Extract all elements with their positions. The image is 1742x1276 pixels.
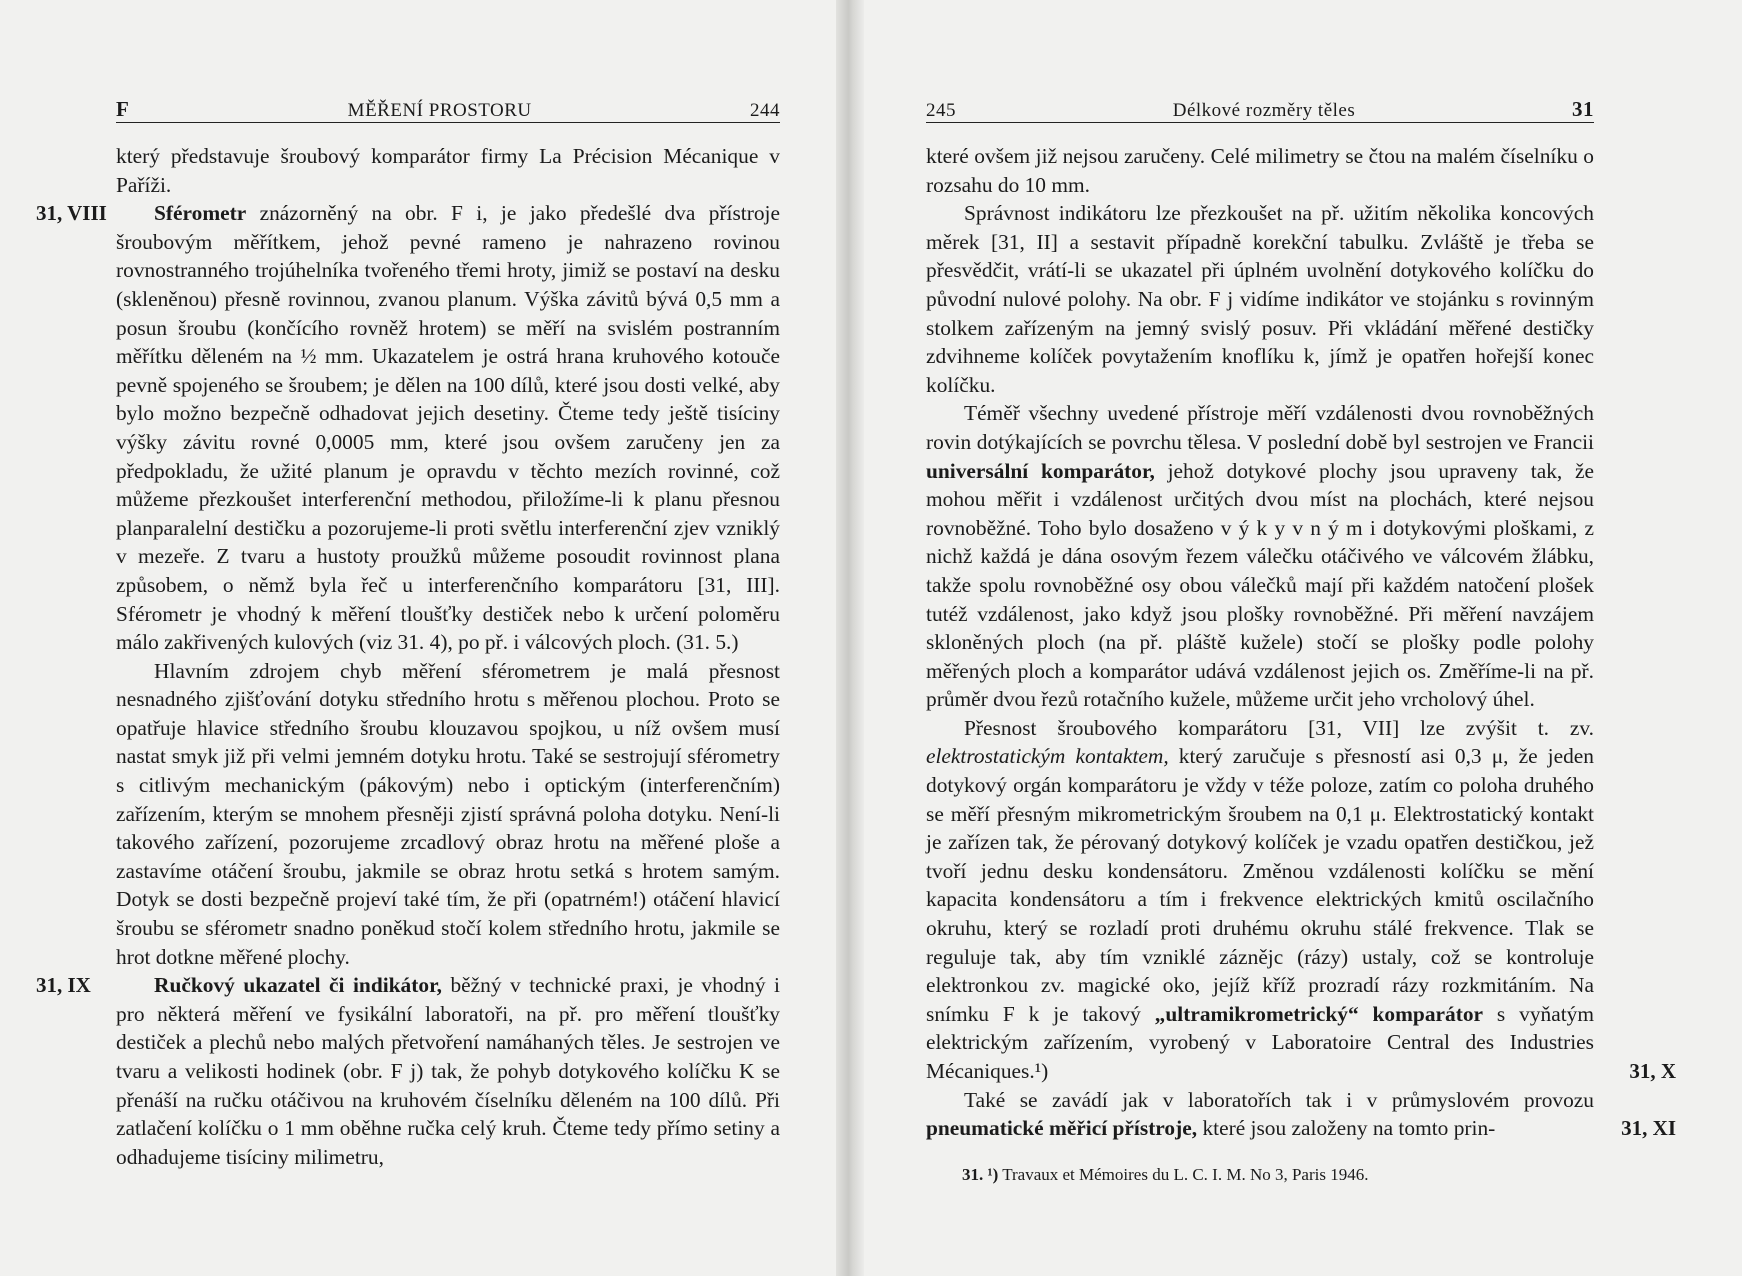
paragraph: Hlavním zdrojem chyb měření sférometrem je malá přesnost nesnadného zjišťování dotyku středního hrotu s měřenou plochou. Proto se opatřuje hlavice středního šroubu klouzavou spojkou, u níž ovšem musí nastat smyk již při velmi jemném dotyku hrotu. Také se sestrojují sférometry s citlivým mechanickým (pákovým) nebo i optickým (interferenčním) zařízením, kterým se mnohem přesněji zjistí správná poloha dotyku. Není-li takového zařízení, pozorujeme zrcadlový obraz hrotu na měřené ploše a zastavíme otáčení šroubu, jakmile se obraz hrotu setká s hrotem samým. Dotyk se dosti bezpečně projeví také tím, že při (opatrném!) otáčení hlavicí šroubu se sférometr snadno poněkud stočí kolem středního hrotu, jakmile se hrot dotkne měřené plochy. [116,658,780,969]
running-title: MĚŘENÍ PROSTORU [347,100,532,121]
left-running-header [116,92,780,123]
paragraph: Správnost indikátoru lze přezkoušet na př. užitím několika koncových měrek [31, II] a sestavit případně korekční tabulku. Zvláště je třeba se přesvědčit, vrátí-li se ukazatel při úplném uvolnění dotykového kolíčku do původní nulové polohy. Na obr. F j vidíme indikátor ve stojánku s rovinným stolkem zařízeným na jemný svislý posuv. Při vkládání měřené destičky zdvihneme kolíček povytažením knoflíku k, jímž je opatřen hořejší konec kolíčku. [926,201,1594,397]
paragraph-text: znázorněný na obr. F i, je jako předešlé dva přístroje šroubovým měřítkem, jehož pevné rameno je nahrazeno rovinou rovnostranného trojúhelníka tvořeného třemi hroty, jimiž se postaví na desku (skleněnou) přesně rovinnou, zvanou planum. Výška závitů bývá 0,5 mm a posun šroubu (končícího rovněž hrotem) se měří na svislém postranním měřítku děleném na ½ mm. Ukazatelem je ostrá hrana kruhového kotouče pevně spojeného se šroubem; je dělen na 100 dílů, které jsou dosti velké, aby bylo možno bezpečně odhadovat jejich desetiny. Čteme tedy ještě tisíciny výšky závitu rovné 0,0005 mm, které jsou ovšem zaručeny jen za předpokladu, že užité planum je opravdu v těchto mezích rovinné, což můžeme přezkoušet interferenční methodou, přiložíme-li k planu přesnou planparalelní destičku a pozorujeme-li proti světlu interferenční zjev vzniklý v mezeře. Z tvaru a hustoty proužků můžeme posoudit rovinnost plana způsobem, o němž byla řeč u interferenčního komparátoru [31, III]. Sférometr je vhodný k měření tloušťky destiček nebo k určení poloměru málo zakřivených kulových (viz 31. 4), po př. i válcových ploch. (31. 5.) [116,201,780,655]
paragraph-text: s vyňatým elektrickým zařízením, vyrobený v Laboratoire Central des Industries Mécaniques.¹) [926,1001,1594,1083]
book-gutter [836,0,864,1276]
page-number: 244 [750,100,780,121]
paragraph-universal-comparator [926,399,1594,714]
paragraph-text: běžný v technické praxi, je vhodný i pro některá měření ve fysikální laboratoři, na př. pro měření tloušťky destiček a plechů nebo malých přetvoření namáhaných těles. Je sestrojen ve tvaru a velikosti hodinek (obr. F j) tak, že pohyb dotykového kolíčku K se přenáší na ručku otáčivou na kruhovém číselníku děleném na 100 dílů. Při zatlačení kolíčku o 1 mm oběhne ručka celý kruh. Čteme tedy přímo setiny a odhadujeme tisíciny milimetru, [116,973,780,1169]
footnote-text: Travaux et Mémoires du L. C. I. M. No 3, Paris 1946. [998,1164,1369,1184]
paragraph-pneumatic [926,1086,1676,1143]
margin-reference: 31, VIII [36,201,107,226]
section-letter: F [116,97,130,121]
right-running-header [926,92,1594,123]
paragraph-text: které jsou založeny na tomto prin- [1197,1116,1496,1141]
left-body-text [36,142,780,1171]
term-spherometer: Sférometr [154,201,247,226]
paragraph: které ovšem již nejsou zaručeny. Celé milimetry se čtou na malém číselníku o rozsahu do 10 mm. [926,144,1594,197]
running-title: Délkové rozměry těles [1172,100,1356,121]
term-electrostatic-contact: elektrostatickým kontaktem, [926,744,1169,769]
paragraph: který představuje šroubový komparátor firmy La Précision Mécanique v Paříži. [116,144,780,197]
footnote [926,1163,1594,1187]
margin-reference: 31, XI [1621,1116,1676,1141]
paragraph-text: Také se zavádí jak v laboratořích tak i v průmyslovém provozu [964,1087,1594,1112]
chapter-number: 31 [1571,97,1594,121]
paragraph-text: Přesnost šroubového komparátoru [31, VII] lze zvýšit t. zv. [964,715,1594,740]
paragraph-indicator [36,971,780,1171]
paragraph-spherometer [36,199,780,657]
paragraph-text: který zaručuje s přesností asi 0,3 μ, že jeden dotykový orgán komparátoru je vždy v téže poloze, zatím co poloha druhého se měří přesným mikrometrickým šroubem na 0,1 μ. Elektrostatický kontakt je zařízen tak, že pérovaný dotykový kolíček je vzadu opatřen destičkou, jež tvoří jednu desku kondensátoru. Změnou vzdálenosti kolíčku se mění kapacita kondensátoru a tím i frekvence elektrických kmitů oscilačního okruhu, který se rozladí proti druhému okruhu stálé frekvence. Tlak se reguluje tak, aby tím vzniklé záznějc (rázy) ustaly, což se kontroluje elektronkou zv. magické oko, jejíž kříž prozradí rázy rozkmitáním. Na snímku F k je takový [926,744,1594,1026]
term-universal-comparator: universální komparátor, [926,458,1155,483]
margin-reference: 31, IX [36,973,91,998]
paragraph-electrostatic-contact [926,714,1676,1086]
footnote-ref: 31. ¹) [962,1164,999,1184]
paragraph-text: Téměř všechny uvedené přístroje měří vzdálenosti dvou rovnoběžných rovin dotýkajících se povrchu tělesa. V poslední době byl sestrojen ve Francii [926,401,1594,454]
margin-reference: 31, X [1629,1059,1676,1083]
left-page [0,0,836,1276]
right-body-text [926,142,1676,1187]
page-number: 245 [926,100,956,121]
term-indicator: Ručkový ukazatel či indikátor, [154,973,442,998]
term-pneumatic-instruments: pneumatické měřicí přístroje, [926,1116,1198,1141]
right-page [864,0,1742,1276]
term-ultramicrometric-comparator: „ultramikrometrický“ komparátor [1154,1001,1484,1026]
paragraph-text: jehož dotykové plochy jsou upraveny tak, že mohou měřit i vzdálenost určitých dvou míst na plochách, které nejsou rovnoběžné. Toho bylo dosaženo v ý k y v n ý m i dotykovými ploškami, z nichž každá je dána osovým řezem válečku otáčivého ve válcovém žlábku, takže spolu rovnoběžné osy obou válečků mají při každém natočení plošek tutéž vzdálenost, jako když jsou plošky rovnoběžné. Při měření navzájem skloněných ploch (na př. pláště kužele) stočí se plošky podle polohy měřených ploch a komparátor udává vzdálenost jejich os. Změříme-li na př. průměr dvou řezů rotačního kužele, můžeme určit jeho vrcholový úhel. [926,458,1594,712]
